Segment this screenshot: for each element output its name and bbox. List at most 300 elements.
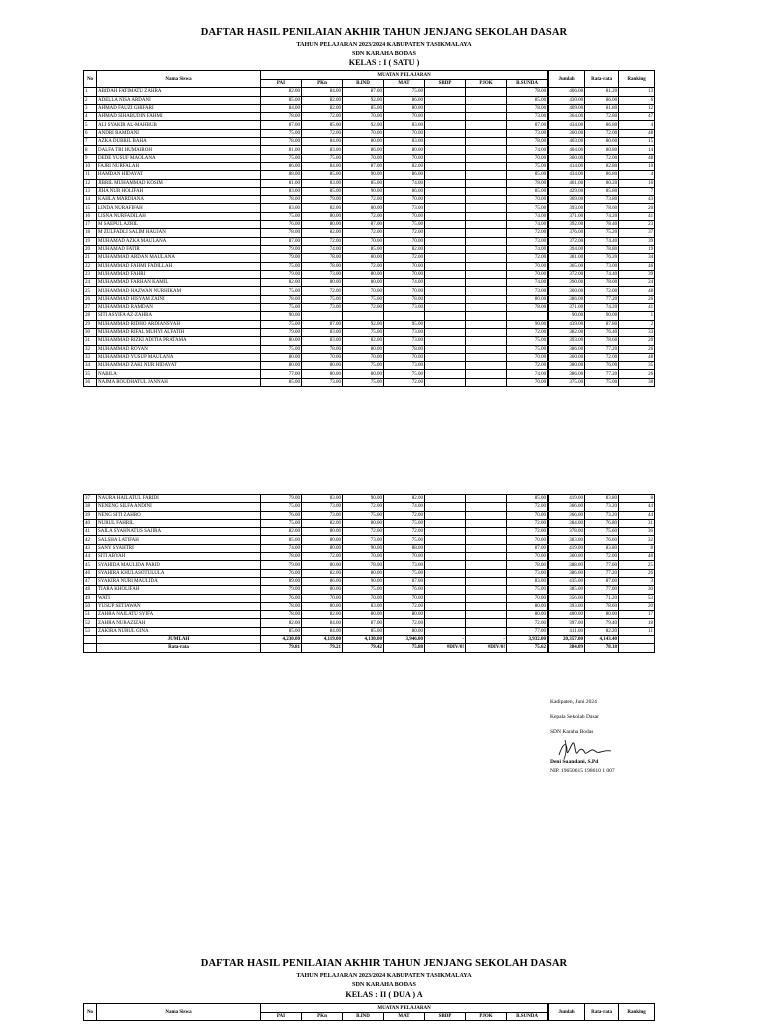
cell-value: 74.00 <box>507 221 548 229</box>
cell-student-name: M SAEPUL AZRIL <box>97 221 261 229</box>
cell-value: 72.00 <box>302 113 343 121</box>
cell-no: 24 <box>84 279 97 287</box>
cell-value: 77.20 <box>585 345 619 353</box>
totals-jumlah-row <box>84 636 655 644</box>
table-row <box>84 171 655 179</box>
table-row <box>84 503 655 511</box>
cell-student-name: AZKA DURRIL BAHA <box>97 138 261 146</box>
cell-value: 72.00 <box>302 237 343 245</box>
cell-value: 419.00 <box>549 544 585 552</box>
table-row <box>84 96 655 104</box>
cell-value: 78.00 <box>261 113 302 121</box>
cell-no: 25 <box>84 287 97 295</box>
cell-value: 81.00 <box>261 179 302 187</box>
table-row <box>84 162 655 170</box>
cell-value: 87.00 <box>261 121 302 129</box>
cell-ranking: 1 <box>619 312 655 320</box>
cell-value <box>466 337 507 345</box>
cell-value: 76.00 <box>261 511 302 519</box>
cell-value: 84.00 <box>302 619 343 627</box>
cell-student-name: JIBRIL MUHAMMAD KOSIM <box>97 179 261 187</box>
header-name: Nama Siswa <box>97 71 261 88</box>
table-row <box>84 212 655 220</box>
cell-value <box>466 561 507 569</box>
cell-value: 80.00 <box>302 212 343 220</box>
cell-no: 34 <box>84 362 97 370</box>
cell-value: 82.20 <box>585 627 619 635</box>
cell-value: 430.00 <box>549 96 585 104</box>
cell-ranking: 15 <box>619 138 655 146</box>
cell-value <box>384 312 425 320</box>
cell-student-name: JIHA NUR HOLIFAH <box>97 187 261 195</box>
cell-value: 77.60 <box>585 561 619 569</box>
cell-ranking: 3 <box>619 577 655 585</box>
cell-value: 70.00 <box>384 594 425 602</box>
cell-no: 41 <box>84 528 97 536</box>
table-row <box>84 362 655 370</box>
table-row <box>84 104 655 112</box>
cell-value: 378.00 <box>549 528 585 536</box>
header-subject: PKn <box>302 1013 343 1021</box>
cell-ranking: 48 <box>619 154 655 162</box>
cell-value: 72.00 <box>343 196 384 204</box>
cell-value: 70.00 <box>343 129 384 137</box>
table-row <box>84 254 655 262</box>
header-subject: PKn <box>302 80 343 88</box>
document-title-page2: DAFTAR HASIL PENILAIAN AKHIR TAHUN JENJANG SEKOLAH DASAR <box>200 958 568 969</box>
header-name: Nama Siswa <box>97 1004 261 1021</box>
cell-no: 48 <box>84 586 97 594</box>
cell-value: 84.00 <box>302 162 343 170</box>
table-row <box>84 320 655 328</box>
cell-student-name: NABILA <box>97 370 261 378</box>
header-subject: PJOK <box>466 1013 507 1021</box>
cell-student-name: NENG SITI ZAHRO <box>97 511 261 519</box>
cell-value: 87.00 <box>261 237 302 245</box>
cell-ranking: 26 <box>619 345 655 353</box>
cell-no: 18 <box>84 229 97 237</box>
cell-value: 70.00 <box>507 378 548 386</box>
cell-value <box>425 270 466 278</box>
cell-value: 376.00 <box>549 229 585 237</box>
cell-value: 394.00 <box>549 245 585 253</box>
cell-value: 85.00 <box>343 104 384 112</box>
cell-value: 386.00 <box>549 345 585 353</box>
cell-value: 79.00 <box>261 254 302 262</box>
cell-value: 75.00 <box>343 586 384 594</box>
cell-value: 72.00 <box>384 378 425 386</box>
table-row <box>84 304 655 312</box>
cell-value: 78.00 <box>302 254 343 262</box>
cell-student-name: KAHLA MARDIANA <box>97 196 261 204</box>
cell-value <box>425 611 466 619</box>
cell-value <box>466 187 507 195</box>
cell-value: 84.00 <box>261 104 302 112</box>
cell-value <box>425 88 466 96</box>
cell-value <box>466 594 507 602</box>
cell-value: 75.00 <box>261 262 302 270</box>
cell-value: 70.00 <box>343 553 384 561</box>
table-row <box>84 378 655 386</box>
grade-table-continued <box>83 494 655 653</box>
cell-value <box>466 229 507 237</box>
cell-value: 83.00 <box>384 121 425 129</box>
cell-value: 70.00 <box>384 287 425 295</box>
cell-value: 82.00 <box>384 245 425 253</box>
cell-value: 70.00 <box>507 594 548 602</box>
cell-value <box>466 577 507 585</box>
cell-value <box>425 328 466 336</box>
cell-ranking: 48 <box>619 553 655 561</box>
cell-student-name: MUHAMMAD FARHAN KAMIL <box>97 279 261 287</box>
cell-value: 80.00 <box>343 569 384 577</box>
header-subject: B.SUNDA <box>507 1013 548 1021</box>
cell-value: 78.00 <box>507 138 548 146</box>
cell-value: 83.00 <box>261 187 302 195</box>
cell-ranking: 20 <box>619 602 655 610</box>
cell-value: 74.40 <box>585 270 619 278</box>
cell-value: 72.00 <box>384 602 425 610</box>
totals-value: 78.18 <box>585 644 619 652</box>
cell-value: 82.00 <box>261 619 302 627</box>
document-subtitle-page2: TAHUN PELAJARAN 2023/2024 KABUPATEN TASIKMALAYA <box>296 972 472 979</box>
cell-value: 78.00 <box>261 602 302 610</box>
header-subject: MAT <box>384 1013 425 1021</box>
cell-value: 82.00 <box>261 528 302 536</box>
cell-value: 73.00 <box>507 129 548 137</box>
cell-ranking: 41 <box>619 212 655 220</box>
cell-value: 78.00 <box>261 229 302 237</box>
cell-value: 89.00 <box>261 577 302 585</box>
cell-ranking: 8 <box>619 544 655 552</box>
cell-student-name: ALI SYAKIR AL-MAHBUB <box>97 121 261 129</box>
cell-value: 77.00 <box>507 627 548 635</box>
cell-no: 51 <box>84 611 97 619</box>
header-no: No <box>84 1004 97 1021</box>
cell-value <box>466 171 507 179</box>
cell-no: 29 <box>84 320 97 328</box>
cell-value: 78.60 <box>585 602 619 610</box>
cell-value <box>466 312 507 320</box>
cell-value: 80.00 <box>343 270 384 278</box>
cell-value: 80.00 <box>302 528 343 536</box>
cell-student-name: MUHAMMAD RIDHO ARDIANSYAH <box>97 320 261 328</box>
cell-student-name: MUHAMMAD RIFAL MUHYI ALFATIH <box>97 328 261 336</box>
cell-value <box>466 162 507 170</box>
table-row <box>84 187 655 195</box>
cell-value: 88.00 <box>384 544 425 552</box>
cell-value: 73.00 <box>384 204 425 212</box>
cell-value: 76.00 <box>261 594 302 602</box>
cell-value: 434.00 <box>549 121 585 129</box>
cell-value: 76.00 <box>261 221 302 229</box>
cell-value: 74.00 <box>261 544 302 552</box>
cell-no: 23 <box>84 270 97 278</box>
cell-value <box>466 154 507 162</box>
signature-name: Deni Suandani, S.Pd <box>550 759 599 765</box>
cell-value: 85.00 <box>261 96 302 104</box>
cell-value <box>425 553 466 561</box>
cell-value <box>466 569 507 577</box>
cell-value: 74.00 <box>384 179 425 187</box>
cell-value: 360.00 <box>549 553 585 561</box>
cell-value: 92.00 <box>343 121 384 129</box>
cell-value: 75.00 <box>343 328 384 336</box>
cell-value: 371.00 <box>549 304 585 312</box>
cell-value: 78.00 <box>261 196 302 204</box>
cell-value: 90.00 <box>343 171 384 179</box>
cell-value: 84.00 <box>302 138 343 146</box>
cell-value <box>466 113 507 121</box>
cell-value: 77.20 <box>585 370 619 378</box>
cell-value: 75.00 <box>384 536 425 544</box>
cell-value: 85.00 <box>261 627 302 635</box>
cell-no: 32 <box>84 345 97 353</box>
cell-value: 75.00 <box>384 569 425 577</box>
cell-value: 75.00 <box>261 287 302 295</box>
cell-value <box>425 154 466 162</box>
cell-value: 85.00 <box>343 245 384 253</box>
cell-value: 381.00 <box>549 254 585 262</box>
table-row <box>84 536 655 544</box>
header-subject: PAI <box>261 1013 302 1021</box>
cell-value <box>425 262 466 270</box>
cell-value: 73.20 <box>585 511 619 519</box>
signature-place-date: Kadipaten, Juni 2024 <box>550 699 597 705</box>
cell-value: 70.00 <box>343 287 384 295</box>
cell-ranking: 48 <box>619 129 655 137</box>
cell-no: 31 <box>84 337 97 345</box>
cell-student-name: NENENG SILFA ANDINI <box>97 503 261 511</box>
cell-value: 86.00 <box>585 96 619 104</box>
cell-value: 77.20 <box>585 569 619 577</box>
cell-value: 372.00 <box>549 237 585 245</box>
cell-value <box>425 196 466 204</box>
cell-value <box>425 627 466 635</box>
table-row <box>84 279 655 287</box>
cell-value: 83.00 <box>343 602 384 610</box>
cell-value: 70.00 <box>343 594 384 602</box>
cell-value: 72.00 <box>585 154 619 162</box>
cell-ranking: 24 <box>619 279 655 287</box>
cell-value: 73.80 <box>585 196 619 204</box>
header-rata: Rata-rata <box>585 1004 619 1021</box>
cell-value: 429.00 <box>549 187 585 195</box>
cell-value: 73.00 <box>302 503 343 511</box>
cell-student-name: ZAHRA NURAZIZAH <box>97 619 261 627</box>
cell-value <box>425 519 466 527</box>
cell-student-name: ZAHRA NAILATU SYIFA <box>97 611 261 619</box>
cell-value <box>425 362 466 370</box>
cell-value: 75.00 <box>507 345 548 353</box>
cell-value <box>466 295 507 303</box>
totals-value <box>619 644 655 652</box>
cell-student-name: FAJRI NURFALAH <box>97 162 261 170</box>
cell-ranking: 48 <box>619 353 655 361</box>
cell-value: 78.00 <box>261 553 302 561</box>
cell-ranking: 31 <box>619 519 655 527</box>
header-jumlah: Jumlah <box>549 1004 585 1021</box>
cell-value: 360.00 <box>549 353 585 361</box>
cell-student-name: MUHAMAD AZKA MAULANA <box>97 237 261 245</box>
cell-value: 393.00 <box>549 204 585 212</box>
cell-value <box>425 370 466 378</box>
cell-value: 76.60 <box>585 536 619 544</box>
cell-ranking: 7 <box>619 187 655 195</box>
cell-value: 80.00 <box>261 362 302 370</box>
table-row <box>84 138 655 146</box>
cell-value: 80.00 <box>343 138 384 146</box>
cell-value <box>425 577 466 585</box>
cell-value: 81.00 <box>261 146 302 154</box>
header-subjects-group: MUATAN PELAJARAN <box>261 1004 548 1013</box>
cell-value <box>425 113 466 121</box>
cell-value: 72.00 <box>507 229 548 237</box>
cell-value <box>425 162 466 170</box>
cell-value: 82.00 <box>302 104 343 112</box>
totals-value: 75.88 <box>384 644 425 652</box>
cell-value: 83.00 <box>302 337 343 345</box>
cell-value <box>466 511 507 519</box>
cell-value: 388.00 <box>549 561 585 569</box>
cell-no: 12 <box>84 179 97 187</box>
table-row <box>84 237 655 245</box>
cell-ranking: 16 <box>619 179 655 187</box>
cell-value: 76.00 <box>261 569 302 577</box>
cell-no: 38 <box>84 503 97 511</box>
cell-ranking: 30 <box>619 586 655 594</box>
cell-value: 75.00 <box>343 511 384 519</box>
cell-value: 86.00 <box>302 577 343 585</box>
cell-value: 81.20 <box>585 88 619 96</box>
cell-ranking: 26 <box>619 569 655 577</box>
cell-value: 80.00 <box>384 611 425 619</box>
cell-no: 19 <box>84 237 97 245</box>
cell-value: 76.00 <box>585 362 619 370</box>
cell-value: 78.00 <box>261 611 302 619</box>
cell-value <box>425 536 466 544</box>
cell-value: 72.00 <box>585 287 619 295</box>
cell-value <box>425 378 466 386</box>
cell-value: 406.00 <box>549 88 585 96</box>
cell-no: 17 <box>84 221 97 229</box>
header-subject: SBDP <box>425 1013 466 1021</box>
cell-no: 20 <box>84 245 97 253</box>
cell-value <box>425 345 466 353</box>
cell-ranking: 39 <box>619 237 655 245</box>
cell-ranking: 41 <box>619 304 655 312</box>
cell-value: 74.00 <box>384 503 425 511</box>
cell-value: 72.00 <box>302 553 343 561</box>
cell-value: 85.00 <box>507 171 548 179</box>
cell-student-name: ANDRI RAMDANI <box>97 129 261 137</box>
cell-value <box>466 212 507 220</box>
cell-value: 372.00 <box>549 270 585 278</box>
cell-value: 70.00 <box>507 154 548 162</box>
cell-value: 70.00 <box>343 154 384 162</box>
cell-value: 386.00 <box>549 370 585 378</box>
cell-value <box>425 320 466 328</box>
cell-value <box>466 536 507 544</box>
school-name-page2: SDN KARAHA BODAS <box>352 981 416 988</box>
cell-value <box>466 245 507 253</box>
header-subjects-group: MUATAN PELAJARAN <box>261 71 548 80</box>
cell-no: 46 <box>84 569 97 577</box>
cell-student-name: ADELLA NISA ARDANI <box>97 96 261 104</box>
cell-value: 75.00 <box>384 370 425 378</box>
cell-value: 75.00 <box>343 378 384 386</box>
cell-student-name: YUSUP SETIAWAN <box>97 602 261 610</box>
cell-value: 73.00 <box>302 511 343 519</box>
cell-value <box>425 312 466 320</box>
cell-value: 87.00 <box>507 544 548 552</box>
cell-no: 40 <box>84 519 97 527</box>
cell-ranking: 8 <box>619 495 655 503</box>
cell-value: 75.00 <box>261 503 302 511</box>
cell-value: 95.00 <box>384 320 425 328</box>
cell-value: 72.00 <box>302 287 343 295</box>
cell-value: 80.00 <box>302 362 343 370</box>
cell-value: 79.00 <box>261 245 302 253</box>
cell-value: 400.00 <box>549 611 585 619</box>
cell-value <box>425 594 466 602</box>
cell-value: 79.00 <box>302 196 343 204</box>
cell-value: 72.00 <box>384 254 425 262</box>
cell-no: 45 <box>84 561 97 569</box>
table-row <box>84 528 655 536</box>
cell-value: 404.00 <box>549 146 585 154</box>
document-subtitle: TAHUN PELAJARAN 2023/2024 KABUPATEN TASIKMALAYA <box>296 41 472 48</box>
cell-value <box>425 171 466 179</box>
table-row <box>84 577 655 585</box>
cell-ranking: 12 <box>619 104 655 112</box>
cell-value: 78.00 <box>507 304 548 312</box>
cell-student-name: NAJMA ROUDHATUL JANNAH <box>97 378 261 386</box>
cell-value: 75.00 <box>507 337 548 345</box>
cell-student-name: MUHAMMAD HAZWAN NURHIKAM <box>97 287 261 295</box>
cell-value <box>466 279 507 287</box>
cell-value: 73.00 <box>384 337 425 345</box>
cell-no: 8 <box>84 146 97 154</box>
cell-ranking: 34 <box>619 254 655 262</box>
cell-value: 86.00 <box>261 162 302 170</box>
cell-ranking: 6 <box>619 96 655 104</box>
cell-value: 73.00 <box>384 561 425 569</box>
cell-value: 397.00 <box>549 619 585 627</box>
cell-value: 90.00 <box>343 577 384 585</box>
totals-value: 79.42 <box>343 644 384 652</box>
table-row <box>84 586 655 594</box>
cell-value: 86.80 <box>585 121 619 129</box>
cell-no: 11 <box>84 171 97 179</box>
cell-value: 75.20 <box>585 229 619 237</box>
cell-value <box>466 204 507 212</box>
cell-value: 80.00 <box>343 345 384 353</box>
cell-value: 72.00 <box>585 553 619 561</box>
cell-value: 83.00 <box>302 495 343 503</box>
cell-value: 90.00 <box>585 312 619 320</box>
cell-value <box>302 312 343 320</box>
cell-value <box>466 146 507 154</box>
cell-value: 80.00 <box>507 602 548 610</box>
cell-value: 84.00 <box>302 88 343 96</box>
cell-ranking: 4 <box>619 121 655 129</box>
cell-value: 85.00 <box>507 187 548 195</box>
cell-value: 73.00 <box>507 113 548 121</box>
totals-value: 384.09 <box>549 644 585 652</box>
cell-value: 79.00 <box>261 270 302 278</box>
header-subject: PAI <box>261 80 302 88</box>
